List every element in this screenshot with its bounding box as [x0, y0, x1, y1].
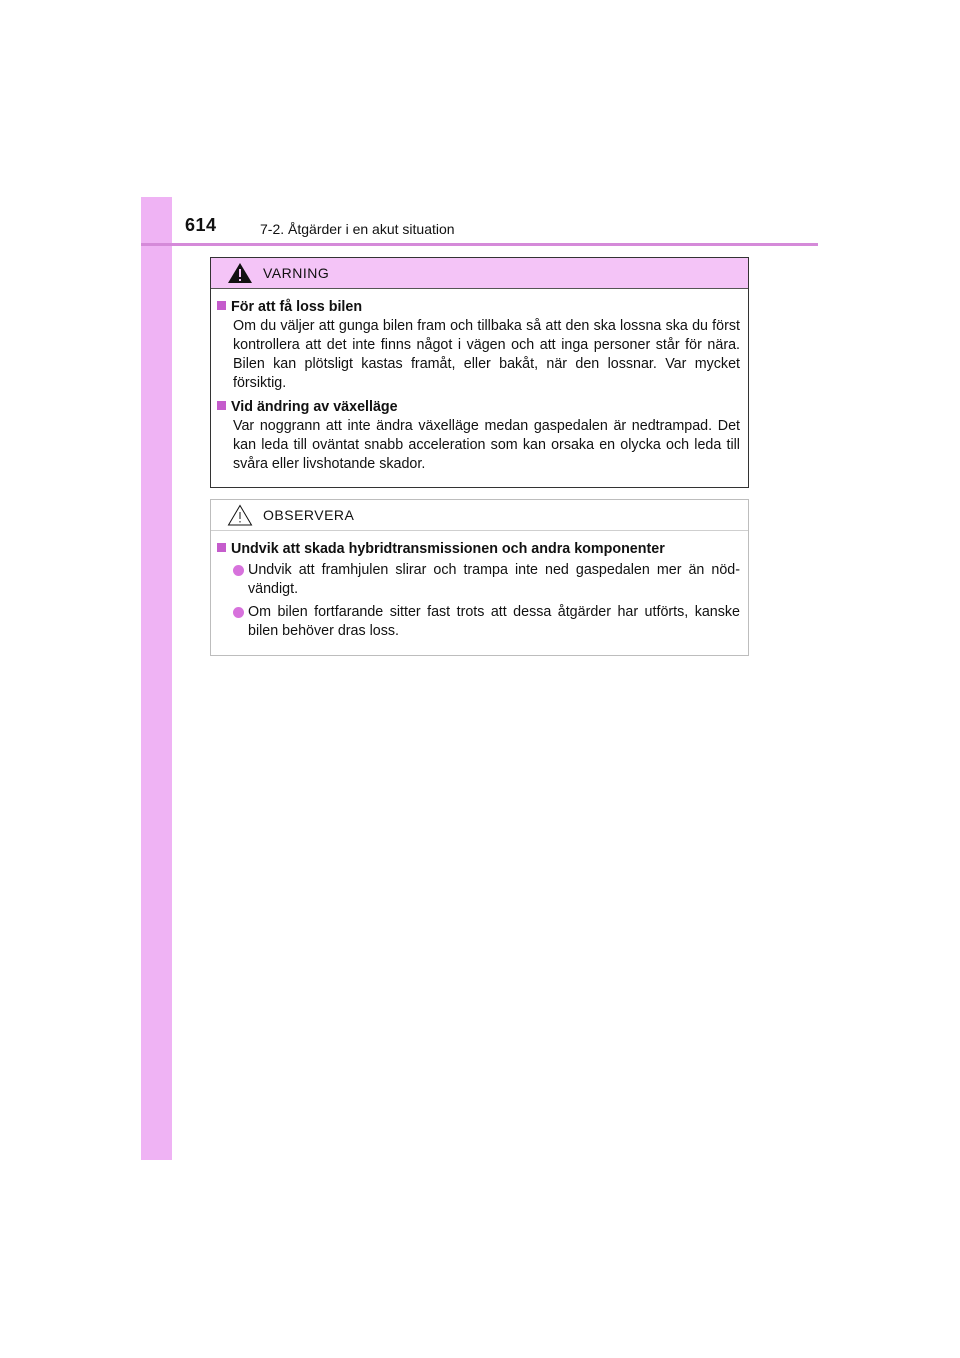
caution-triangle-icon — [227, 504, 253, 526]
warning-label: VARNING — [263, 265, 330, 281]
warning-box — [210, 257, 749, 488]
square-bullet-icon — [217, 301, 226, 310]
square-bullet-icon — [217, 401, 226, 410]
round-bullet-icon — [233, 607, 244, 618]
caution-label: OBSERVERA — [263, 507, 355, 523]
list-item — [217, 561, 740, 599]
caution-body — [211, 531, 748, 641]
warning-item — [217, 398, 740, 474]
page-number: 614 — [185, 215, 217, 235]
side-color-band — [141, 197, 172, 1160]
square-bullet-icon — [217, 543, 226, 552]
warning-item-text: Var noggrann att inte ändra växelläge medan gaspedalen är nedtrampad. Det kan leda till oväntat snabb acceleration som kan orsaka en olycka och leda till svåra eller livshotande skador. — [233, 418, 740, 472]
list-item — [217, 603, 740, 641]
warning-item-title: För att få loss bilen — [231, 299, 363, 315]
warning-item-text: Om du väljer att gunga bilen fram och tillbaka så att den ska lossna ska du först kontrollera att det inte finns något i vägen och att inga personer står för nära. Bilen kan plötsligt kastas framåt, eller bakåt, när den lossnar. Var mycket försiktig. — [233, 318, 740, 391]
caution-header — [211, 500, 748, 531]
round-bullet-icon — [233, 565, 244, 576]
warning-triangle-icon — [227, 262, 253, 284]
section-title: 7-2. Åtgärder i en akut situation — [260, 221, 455, 237]
warning-item-title: Vid ändring av växelläge — [231, 399, 398, 415]
header-rule — [141, 243, 818, 246]
warning-item — [217, 298, 740, 393]
warning-header — [211, 258, 748, 289]
caution-title: Undvik att skada hybridtransmissionen och andra komponenter — [231, 541, 665, 557]
warning-body — [211, 289, 748, 474]
caution-box — [210, 499, 749, 656]
caution-bullet-text: Undvik att framhjulen slirar och trampa inte ned gaspedalen mer än nöd-vändigt. — [248, 562, 740, 597]
caution-bullet-text: Om bilen fortfarande sitter fast trots att dessa åtgärder har utförts, kanske bilen behöver dras loss. — [248, 604, 740, 639]
